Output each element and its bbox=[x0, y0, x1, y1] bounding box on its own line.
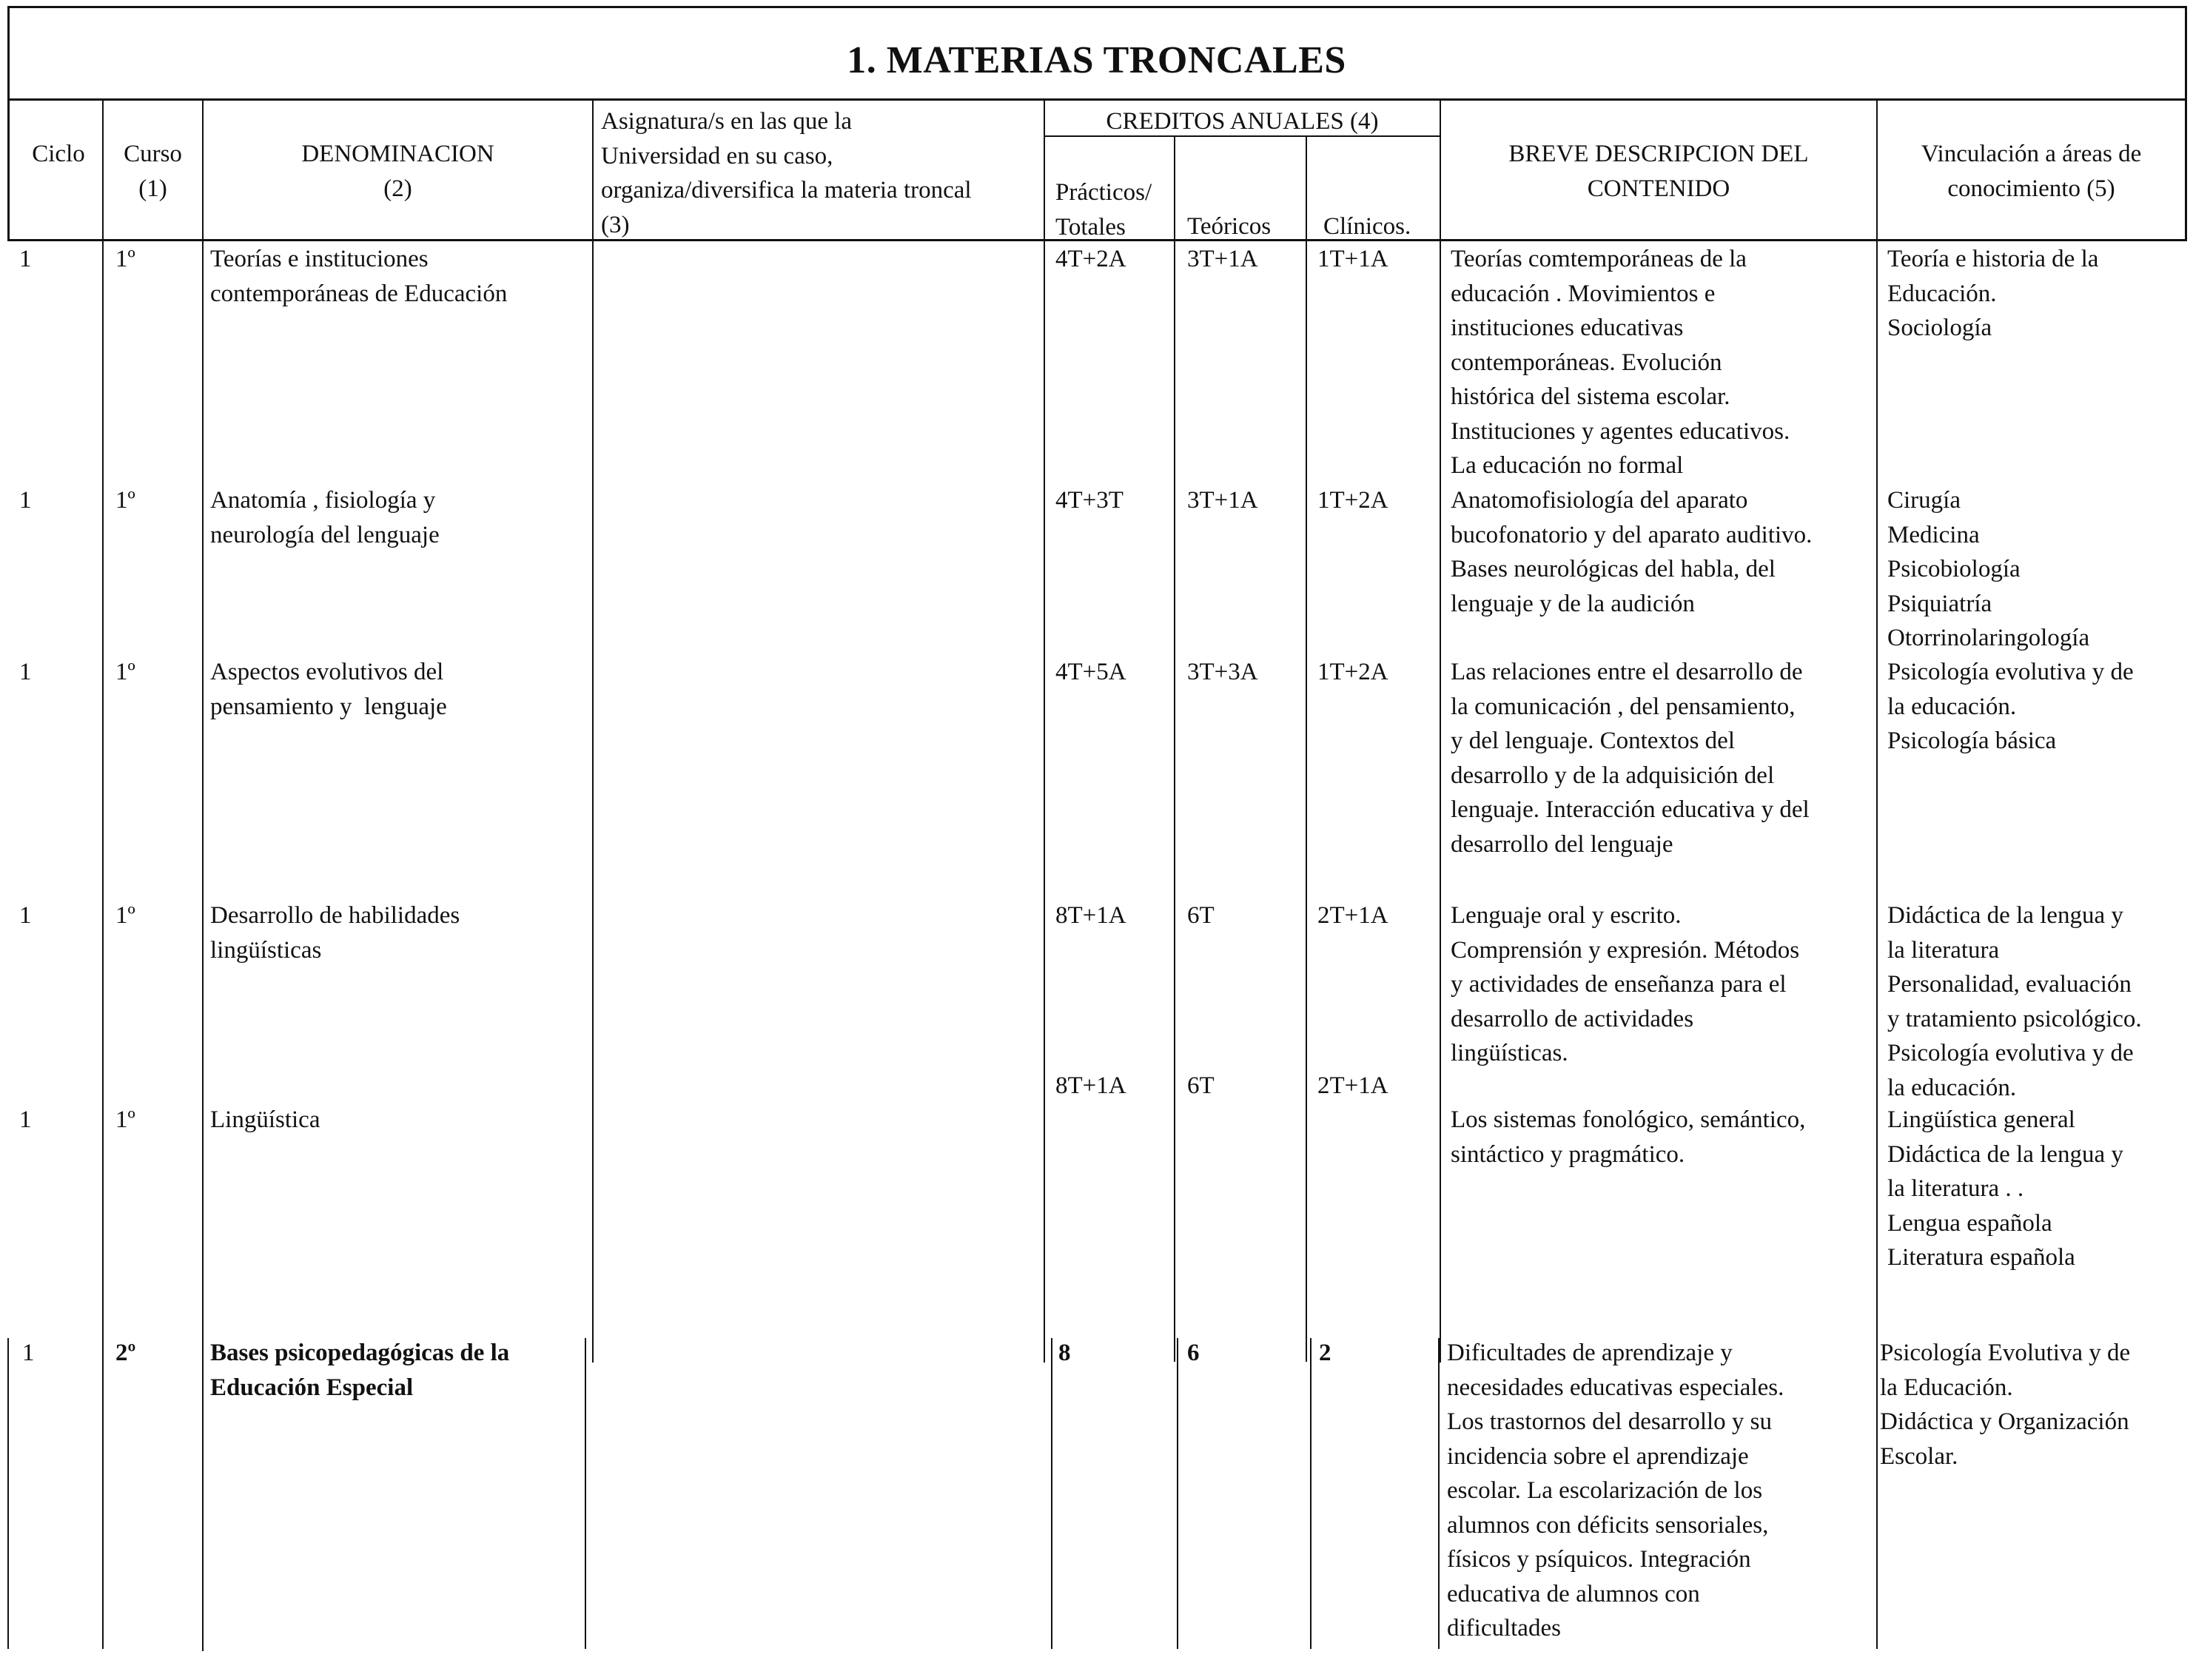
table-top-border bbox=[7, 6, 2187, 8]
cell-clinicos: 1T+2A bbox=[1317, 487, 1388, 514]
cell-clinicos: 2T+1A bbox=[1317, 1072, 1388, 1099]
cell-curso: 1º bbox=[115, 246, 135, 272]
cell-ciclo: 1 bbox=[19, 246, 32, 272]
cell-teoricos: 6 bbox=[1187, 1340, 1200, 1366]
cell-ciclo: 1 bbox=[19, 902, 32, 929]
header-totales: Prácticos/ Totales bbox=[1055, 179, 1152, 241]
header-descripcion: BREVE DESCRIPCION DEL CONTENIDO bbox=[1508, 141, 1809, 202]
page-title: 1. MATERIAS TRONCALES bbox=[847, 39, 1346, 81]
cell-clinicos: 2 bbox=[1319, 1340, 1331, 1366]
cell-curso: 1º bbox=[115, 902, 135, 929]
cell-descripcion: Anatomofisiología del aparato bucofonatorio y del aparato auditivo. Bases neurológicas del habla, del lenguaje y de la audición bbox=[1451, 487, 1813, 617]
cell-vinculacion: Psicología evolutiva y de la educación. Psicología básica bbox=[1887, 659, 2134, 754]
cell-vinculacion: Cirugía Medicina Psicobiología Psiquiatría Otorrinolaringología bbox=[1887, 487, 2090, 651]
cell-denominacion: Anatomía , fisiología y neurología del lenguaje bbox=[210, 487, 440, 548]
cell-totales: 8 bbox=[1058, 1340, 1071, 1366]
col-line bbox=[1876, 101, 1878, 1363]
col-line-lower bbox=[1177, 1338, 1178, 1649]
cell-ciclo: 1 bbox=[19, 1106, 32, 1133]
cell-teoricos: 3T+1A bbox=[1187, 246, 1258, 272]
cell-vinculacion: Lingüística general Didáctica de la lengua y la literatura . . Lengua española Literatura española bbox=[1887, 1106, 2123, 1271]
header-creditos: CREDITOS ANUALES (4) bbox=[1106, 108, 1379, 135]
col-line-lower bbox=[1438, 1338, 1440, 1649]
col-line bbox=[202, 101, 204, 1651]
col-line bbox=[1044, 101, 1045, 1363]
cell-denominacion: Lingüística bbox=[210, 1106, 320, 1133]
cell-vinculacion: Didáctica de la lengua y la literatura Personalidad, evaluación y tratamiento psicológico. Psicología evolutiva y de la educación. bbox=[1887, 902, 2142, 1101]
cell-ciclo: 1 bbox=[19, 659, 32, 685]
cell-denominacion: Teorías e instituciones contemporáneas de Educación bbox=[210, 246, 508, 307]
col-line bbox=[1440, 101, 1441, 1363]
cell-clinicos: 2T+1A bbox=[1317, 902, 1388, 929]
cell-denominacion: Aspectos evolutivos del pensamiento y lenguaje bbox=[210, 659, 447, 720]
cell-teoricos: 6T bbox=[1187, 902, 1215, 929]
col-line bbox=[102, 101, 104, 1485]
cell-totales: 4T+3T bbox=[1055, 487, 1124, 514]
col-line-lower bbox=[102, 1338, 104, 1649]
cell-denominacion: Bases psicopedagógicas de la Educación Especial bbox=[210, 1340, 510, 1401]
cell-vinculacion: Psicología Evolutiva y de la Educación. Didáctica y Organización Escolar. bbox=[1880, 1340, 2131, 1470]
header-curso: Curso (1) bbox=[124, 141, 182, 202]
cell-descripcion: Dificultades de aprendizaje y necesidades educativas especiales. Los trastornos del desarrollo y su incidencia sobre el aprendizaje escolar. La escolarización de los alumnos con déficits sensoriales, físicos y psíquicos. Integración educativa de alumnos con dificultades bbox=[1447, 1340, 1784, 1642]
cell-curso: 1º bbox=[115, 659, 135, 685]
cell-teoricos: 3T+3A bbox=[1187, 659, 1258, 685]
col-line-lower bbox=[1876, 1338, 1878, 1649]
cell-ciclo: 1 bbox=[22, 1340, 35, 1366]
header-teoricos: Teóricos bbox=[1187, 213, 1272, 240]
header-clinicos: Clínicos. bbox=[1323, 213, 1411, 240]
col-line bbox=[1174, 137, 1175, 1362]
cell-curso: 1º bbox=[115, 487, 135, 514]
cell-clinicos: 1T+2A bbox=[1317, 659, 1388, 685]
cell-curso: 2º bbox=[115, 1340, 136, 1366]
cell-descripcion: Los sistemas fonológico, semántico, sintáctico y pragmático. bbox=[1451, 1106, 1806, 1168]
col-line bbox=[592, 101, 594, 1363]
cell-descripcion: Las relaciones entre el desarrollo de la comunicación , del pensamiento, y del lenguaje. Contextos del desarrollo y de la adquisición del lenguaje. Interacción educativa y del desarrollo del lenguaje bbox=[1451, 659, 1810, 858]
header-denominacion: DENOMINACION (2) bbox=[301, 141, 494, 202]
header-asignaturas: Asignatura/s en las que la Universidad en su caso, organiza/diversifica la materia troncal (3) bbox=[601, 108, 972, 238]
title-separator bbox=[7, 98, 2187, 101]
col-line-lower bbox=[7, 1338, 9, 1649]
col-line-lower bbox=[1310, 1338, 1312, 1649]
cell-totales: 4T+5A bbox=[1055, 659, 1126, 685]
cell-clinicos: 1T+1A bbox=[1317, 246, 1388, 272]
col-line-lower bbox=[1051, 1338, 1052, 1649]
cell-denominacion: Desarrollo de habilidades lingüísticas bbox=[210, 902, 460, 964]
col-line-lower bbox=[585, 1338, 586, 1649]
header-vinculacion: Vinculación a áreas de conocimiento (5) bbox=[1921, 141, 2142, 202]
cell-teoricos: 3T+1A bbox=[1187, 487, 1258, 514]
cell-totales: 8T+1A bbox=[1055, 1072, 1126, 1099]
header-ciclo: Ciclo bbox=[32, 141, 85, 167]
cell-totales: 8T+1A bbox=[1055, 902, 1126, 929]
cell-vinculacion: Teoría e historia de la Educación. Sociología bbox=[1887, 246, 2099, 341]
cell-totales: 4T+2A bbox=[1055, 246, 1126, 272]
cell-ciclo: 1 bbox=[19, 487, 32, 514]
cell-teoricos: 6T bbox=[1187, 1072, 1215, 1099]
col-line bbox=[1306, 137, 1307, 1362]
cell-curso: 1º bbox=[115, 1106, 135, 1133]
cell-descripcion: Lenguaje oral y escrito. Comprensión y expresión. Métodos y actividades de enseñanza para el desarrollo de actividades lingüísticas. bbox=[1451, 902, 1800, 1066]
cell-descripcion: Teorías comtemporáneas de la educación . Movimientos e instituciones educativas contemporáneas. Evolución histórica del sistema escolar. Instituciones y agentes educativos. La educación no formal bbox=[1451, 246, 1790, 479]
